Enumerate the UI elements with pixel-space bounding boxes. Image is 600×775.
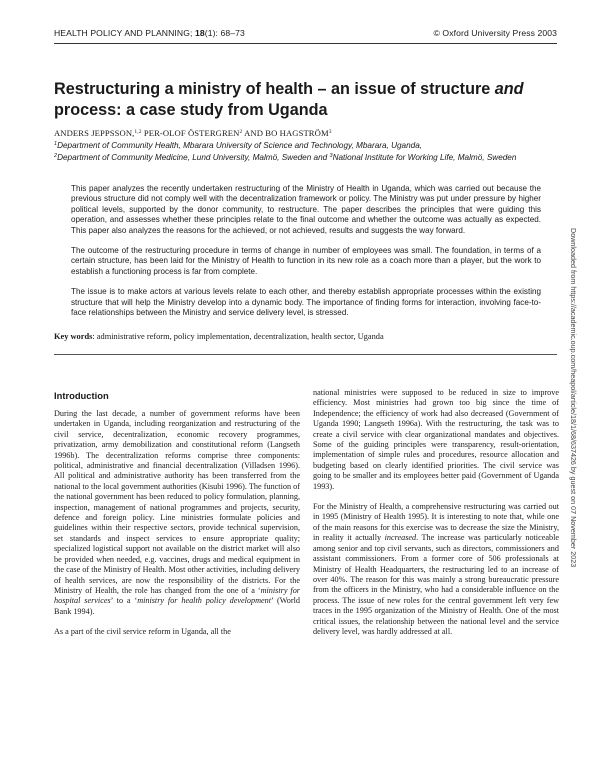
title-part-1: Restructuring a ministry of health – an issue of structure (54, 80, 495, 98)
author-1: ANDERS JEPPSSON, (54, 128, 135, 138)
body-column-left (54, 409, 300, 648)
header-rule (54, 43, 557, 44)
article-title (54, 79, 564, 121)
intro-p1-text-b: ’ to a ‘ (110, 596, 138, 606)
abstract-paragraph-3: The issue is to make actors at various levels relate to each other, and thereby establish appropriate processes within the existing structure that will help the Ministry develop into a dynamic body. The importance of finding forms for interaction, involving face-to-face relationships between the Ministry and service delivery level, is stressed. (71, 287, 541, 318)
affiliation-3: National Institute for Working Life, Malmö, Sweden (332, 153, 517, 162)
author-2: PER-OLOF ÖSTERGREN (141, 128, 240, 138)
journal-citation (54, 28, 245, 38)
affiliation-2-marker: 2 (54, 153, 58, 159)
affiliation-2: Department of Community Medicine, Lund University, Malmö, Sweden and (57, 153, 330, 162)
volume-number: 18 (194, 28, 205, 38)
affiliation-1-marker: 1 (54, 141, 58, 147)
keywords-rule (54, 354, 557, 355)
abstract (71, 184, 541, 328)
keywords-label: Key words (54, 332, 93, 341)
intro-p1-text-a: During the last decade, a number of government reforms have been undertaken in Uganda, including reorganization and restructuring of the civil service, decentralization, economic recovery programmes, privatization, army demobilization and constitutional reform (Langseth 1996b). The decentralization reforms comprise three components: political, administrative and financial decentralization (Villadsen 1996). All political and administrative authority has been transferred from the national to the local government authorities (Kisubi 1996). The function of the national government has been reduced to policy formulation, planning, inspection, management of national programmes and projects, security, defence and foreign policy. Line ministries formulate policies and guidelines within their respective sectors, provide technical supervision, set standards and inspect services to ensure appropriate quality; specialized logistical support not available on the district market will also be provided when needed, e.g. vaccines, drugs and medical equipment in the case of the Ministry of Health. Most other activities, including delivery of health services, are now the responsibility of the districts. For the Ministry of Health, the role has changed from the one of a ‘ (54, 409, 300, 595)
intro-paragraph-2: As a part of the civil service reform in Uganda, all the (54, 627, 231, 637)
keywords-list: : administrative reform, policy implementation, decentralization, health sector, Uganda (92, 332, 384, 341)
intro-p1-text-c: ’ (World Bank 1994). (54, 596, 300, 616)
keywords (54, 332, 554, 341)
section-heading-introduction: Introduction (54, 390, 109, 401)
intro-p1-quote-2: ministry for health policy development (137, 596, 271, 606)
intro-p4-text-b: . The increase was particularly noticeable among senior and top civil servants, such as directors, commissioners and assistant commissioners. From a former core of 506 professionals at Ministry of Health Headquarters, the restructuring led to an increase of over 40%. The reason for this was mainly a strong bureaucratic pressure from the officers in the Ministry, who had a considerable influence on the process. The issue of new roles for the central government left very few traces in the 1995 organization of the Ministry of Health. One of the most critical issues, the relationship between the national level and the service delivery level, was hardly addressed at all. (313, 533, 559, 636)
intro-p4-emphasis: increased (384, 533, 417, 543)
title-emphasis: and (494, 80, 524, 98)
title-part-2: process: a case study from Uganda (54, 101, 328, 119)
intro-paragraph-4 (313, 502, 559, 637)
journal-name: HEALTH POLICY AND PLANNING; (54, 28, 195, 38)
affiliation-1: Department of Community Health, Mbarara University of Science and Technology, Mbarara, Uganda, (57, 141, 423, 150)
download-watermark-text: Downloaded from https://academic.oup.com/heapol/article/18/1/68/637426 by guest on 07 November 2023 (569, 228, 578, 568)
abstract-paragraph-2: The outcome of the restructuring procedure in terms of change in number of employees was small. The foundation, in terms of a certain structure, has been laid for the Ministry of Health to function in its new role as a coach more than a player, but the work to establish a functioning process is far from complete. (71, 246, 541, 276)
intro-p1-quote-1: ministry for hospital services (54, 585, 300, 606)
abstract-paragraph-1: This paper analyzes the recently undertaken restructuring of the Ministry of Health in Uganda, which was carried out because the previous structure did not comply well with the decentralization framework or policy. The Ministry was put under pressure by higher political levels, supported by the donor community, to restructure. The paper describes the principles that were guiding this operation, and assesses whether these principles relate to the final outcome and whether the outcome was actually as expected. This paper also analyzes the reasons for the achieved, or not achieved, results and suggests the way forward. (71, 184, 541, 235)
author-block (54, 127, 564, 163)
author-1-affiliation: 1,2 (134, 129, 142, 135)
intro-paragraph-1 (54, 409, 300, 617)
intro-p4-text-a: For the Ministry of Health, a comprehensive restructuring was carried out in 1995 (Ministry of Health 1995). It is interesting to note that, while one of the main reasons for this exercise was to decrease the size the Ministry, in reality it actually (313, 502, 559, 543)
author-3-affiliation: 3 (328, 129, 332, 135)
author-2-affiliation: 2 (239, 129, 243, 135)
intro-paragraph-3: national ministries were supposed to be reduced in size to improve efficiency. Most ministries had grown too big since the time of Independence; the efficiency of work had also decreased (Government of Uganda 1990; Langseth 1996a). With the restructuring, the task was to create a civil service with clear organizational mandates and objectives. Some of the guiding principles were transparency, result-orientation, implementation of simple rules and procedures, resource allocation and budgeting based on clearly identified priorities. The civil service was going to be smaller and its employees better paid (Government of Uganda 1993). (313, 388, 559, 491)
download-watermark (568, 228, 582, 618)
affiliation-3-marker: 3 (329, 153, 333, 159)
issue-pages: (1): 68–73 (204, 28, 245, 38)
body-column-right (313, 388, 559, 647)
author-3: AND BO HAGSTRÖM (242, 128, 329, 138)
publisher-copyright: © Oxford University Press 2003 (433, 28, 557, 38)
author-names (54, 127, 564, 139)
affiliations (54, 139, 564, 163)
